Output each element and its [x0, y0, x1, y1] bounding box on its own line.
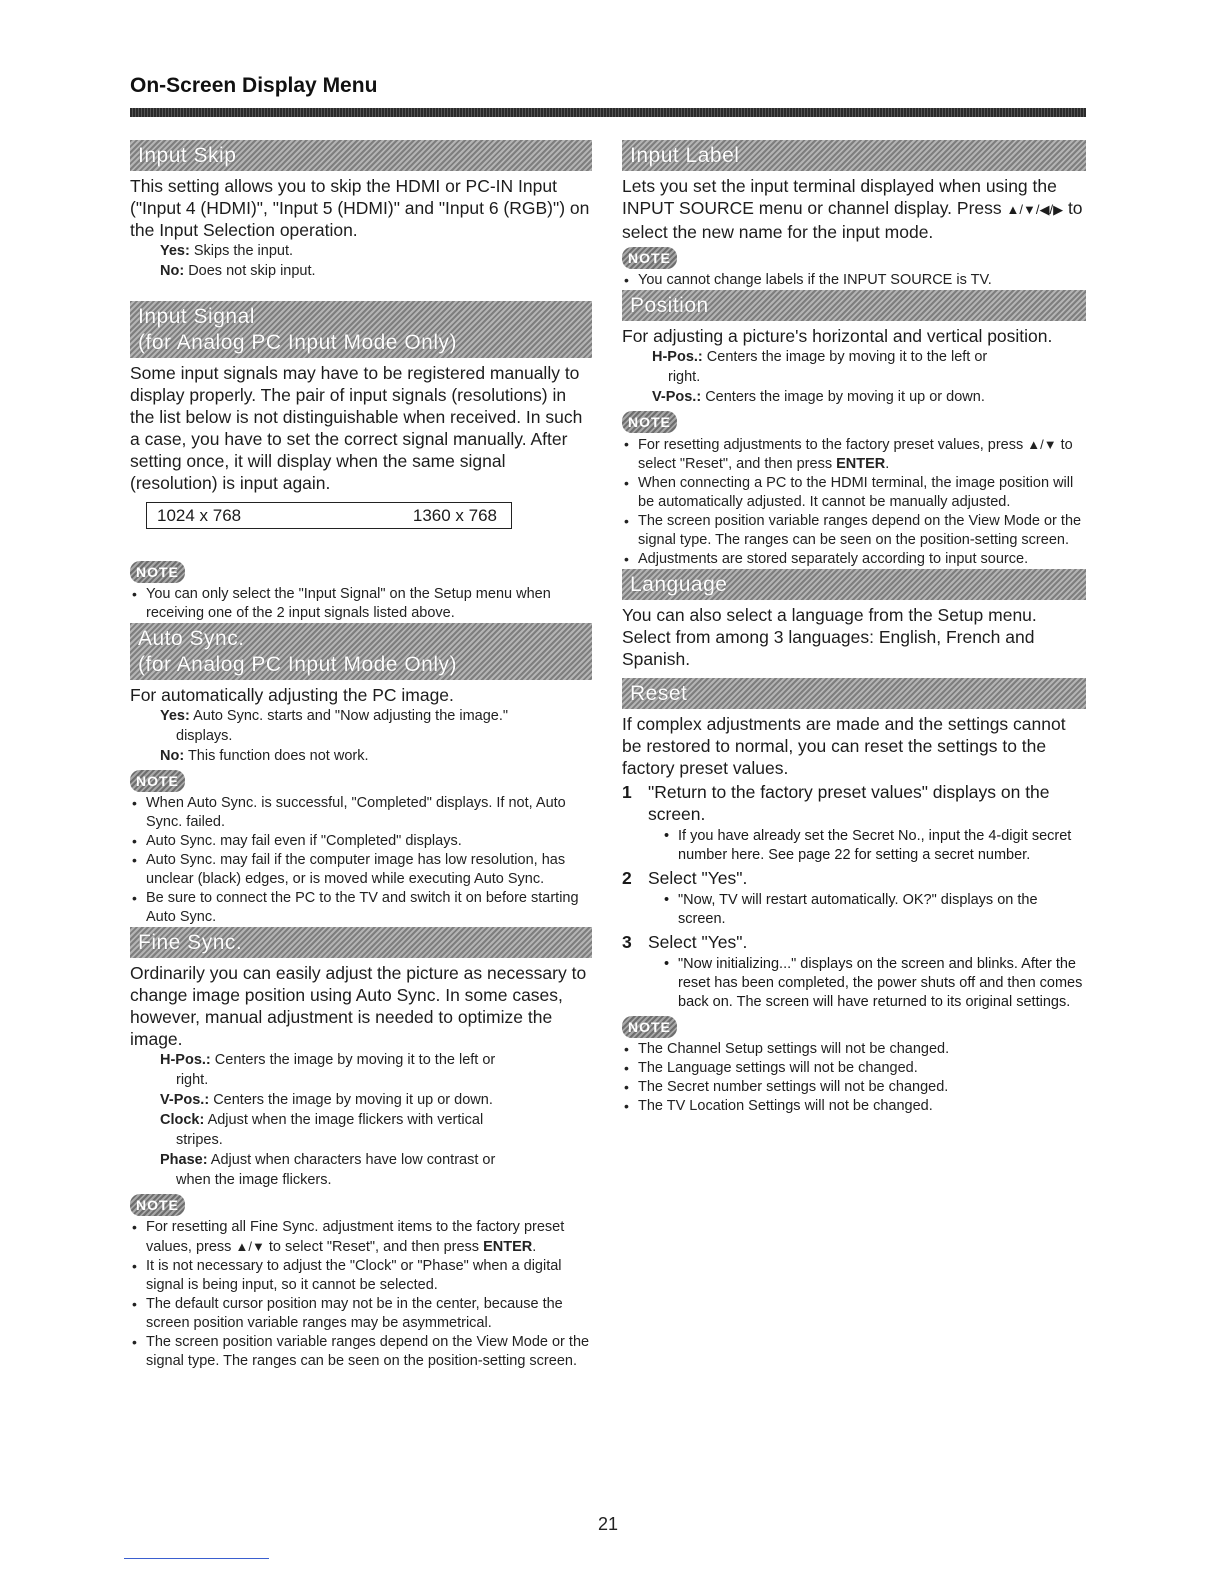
def-yes	[160, 706, 592, 746]
reset-step-1	[622, 781, 1086, 825]
def-text: Centers the image by moving it to the left or	[706, 349, 988, 365]
def-text: Centers the image by moving it up or down.	[705, 389, 985, 405]
step-number: 1	[622, 782, 632, 802]
section-heading-auto-sync	[130, 623, 592, 680]
fine-sync-body: Ordinarily you can easily adjust the picture as necessary to change image position using Auto Sync. In some cases, however, manual adjustment is needed to optimize the image.	[130, 963, 587, 1049]
note-item: • When Auto Sync. is successful, "Completed" displays. If not, Auto Sync. failed.	[130, 794, 592, 832]
note-item: • The Language settings will not be changed.	[622, 1059, 1086, 1078]
step-2-notes	[664, 891, 1086, 929]
left-column	[130, 140, 592, 1371]
section-heading-input-signal	[130, 301, 592, 358]
def-text: Centers the image by moving it up or down.	[213, 1092, 493, 1108]
input-signal-body: Some input signals may have to be registered manually to display properly. The pair of input signals (resolutions) in the list below is not distinguishable when received. In such a case, you have to set the correct signal manually. After setting once, it will display when the same signal (resolution) is input again.	[130, 363, 583, 493]
note-item: • Auto Sync. may fail even if "Completed" displays.	[130, 832, 592, 851]
input-skip-body: This setting allows you to skip the HDMI or PC-IN Input ("Input 4 (HDMI)", "Input 5 (HDMI)" and "Input 6 (RGB)") on the Input Selection operation.	[130, 176, 590, 240]
reset-body: If complex adjustments are made and the settings cannot be restored to normal, you can reset the settings to the factory preset values.	[622, 714, 1066, 778]
page-number: 21	[598, 1514, 619, 1534]
section-heading-input-label	[622, 140, 1086, 171]
def-key: V-Pos.:	[652, 389, 702, 405]
body-text: to select the new name for the input mode.	[622, 198, 1083, 242]
note-text: to select "Reset", and then press	[638, 437, 1073, 472]
def-hpos	[652, 347, 1086, 387]
note-item: • The TV Location Settings will not be changed.	[622, 1097, 1086, 1116]
def-key: H-Pos.:	[652, 349, 703, 365]
section-heading-fine-sync	[130, 927, 592, 958]
right-column	[622, 140, 1086, 1116]
heading-text: Input Skip	[138, 144, 237, 167]
step-3-notes	[664, 955, 1086, 1012]
note-badge: NOTE	[622, 247, 677, 269]
def-key: Phase:	[160, 1152, 208, 1168]
enter-key-label: ENTER	[483, 1239, 533, 1255]
reset-step-2	[622, 867, 1086, 889]
def-key: No:	[160, 748, 185, 764]
step-number: 3	[622, 932, 632, 952]
def-key: H-Pos.:	[160, 1052, 211, 1068]
body-text: Lets you set the input terminal displayed when using the INPUT SOURCE menu or channel display. Press	[622, 176, 1057, 218]
note-text: For resetting adjustments to the factory preset values, press	[638, 437, 1028, 453]
note-badge: NOTE	[622, 411, 677, 433]
def-text: Adjust when characters have low contrast or	[210, 1152, 496, 1168]
def-text: Adjust when the image flickers with vertical	[207, 1112, 484, 1128]
note-badge: NOTE	[130, 770, 185, 792]
def-key: V-Pos.:	[160, 1092, 210, 1108]
step-text: Select "Yes".	[648, 932, 748, 952]
step-number: 2	[622, 868, 632, 888]
arrow-keys-icon: ▲/▼/◀/▶	[1006, 202, 1064, 217]
note-item: • The screen position variable ranges depend on the View Mode or the signal type. The ranges can be seen on the position-setting screen.	[130, 1333, 592, 1371]
note-text: .	[885, 456, 890, 472]
footer-rule	[124, 1558, 269, 1559]
heading-subtext: (for Analog PC Input Mode Only)	[138, 331, 457, 354]
note-badge: NOTE	[130, 1194, 185, 1216]
step-note: • If you have already set the Secret No., input the 4-digit secret number here. See page 22 for setting a secret number.	[664, 827, 1086, 865]
def-key: Clock:	[160, 1112, 205, 1128]
note-item	[622, 435, 1086, 474]
def-text: This function does not work.	[187, 748, 369, 764]
def-vpos	[652, 387, 1086, 407]
def-text: Auto Sync. starts and "Now adjusting the image."	[193, 708, 509, 724]
heading-text: Input Label	[630, 144, 740, 167]
enter-key-label: ENTER	[836, 456, 886, 472]
def-no	[160, 261, 592, 281]
heading-subtext: (for Analog PC Input Mode Only)	[138, 653, 457, 676]
resolution-b: 1360 x 768	[412, 506, 497, 525]
input-label-notes	[622, 271, 1086, 290]
def-key: No:	[160, 263, 185, 279]
heading-text: Fine Sync.	[138, 931, 243, 954]
note-item: • Auto Sync. may fail if the computer image has low resolution, has unclear (black) edges, or is moved while executing Auto Sync.	[130, 851, 592, 889]
note-text: to select "Reset", and then press	[264, 1239, 484, 1255]
note-item: • You cannot change labels if the INPUT SOURCE is TV.	[622, 271, 1086, 290]
def-text: Skips the input.	[193, 243, 294, 259]
resolution-a: 1024 x 768	[157, 506, 242, 525]
note-item: • The Secret number settings will not be changed.	[622, 1078, 1086, 1097]
section-heading-input-skip	[130, 140, 592, 171]
note-badge: NOTE	[130, 561, 185, 583]
note-item: • The Channel Setup settings will not be changed.	[622, 1040, 1086, 1059]
def-key: Yes:	[160, 243, 190, 259]
note-item	[130, 1218, 592, 1257]
note-item: • The screen position variable ranges depend on the View Mode or the signal type. The ranges can be seen on the position-setting screen.	[622, 512, 1086, 550]
arrow-keys-icon: ▲/▼	[1027, 437, 1057, 452]
step-text: Select "Yes".	[648, 868, 748, 888]
def-clock	[160, 1110, 592, 1150]
heading-text: Input Signal	[138, 305, 255, 328]
def-cont: stripes.	[176, 1132, 223, 1148]
step-note: • "Now, TV will restart automatically. OK?" displays on the screen.	[664, 891, 1086, 929]
reset-notes	[622, 1040, 1086, 1116]
def-yes	[160, 241, 592, 261]
input-signal-notes	[130, 585, 592, 623]
heading-text: Language	[630, 573, 728, 596]
def-key: Yes:	[160, 708, 190, 724]
note-item: • Be sure to connect the PC to the TV and switch it on before starting Auto Sync.	[130, 889, 592, 927]
page-title: On-Screen Display Menu	[130, 74, 378, 97]
step-note: • "Now initializing..." displays on the screen and blinks. After the reset has been completed, the power shuts off and then comes back on. The screen will have returned to its original settings.	[664, 955, 1086, 1012]
fine-sync-notes	[130, 1218, 592, 1371]
note-badge: NOTE	[622, 1016, 677, 1038]
note-item: • Adjustments are stored separately according to input source.	[622, 550, 1086, 569]
resolution-box	[146, 502, 512, 529]
def-no	[160, 746, 592, 766]
note-item: • You can only select the "Input Signal" on the Setup menu when receiving one of the 2 input signals listed above.	[130, 585, 592, 623]
title-rule	[130, 108, 1086, 117]
note-text: For resetting all Fine Sync. adjustment items to the factory preset values, press	[146, 1219, 565, 1255]
heading-text: Auto Sync.	[138, 627, 245, 650]
step-1-notes	[664, 827, 1086, 865]
position-body: For adjusting a picture's horizontal and vertical position.	[622, 326, 1053, 346]
def-vpos	[160, 1090, 592, 1110]
heading-text: Reset	[630, 682, 688, 705]
def-hpos	[160, 1050, 592, 1090]
note-text: .	[532, 1239, 537, 1255]
note-item: • The default cursor position may not be in the center, because the screen position variable ranges may be asymmetrical.	[130, 1295, 592, 1333]
def-cont: displays.	[176, 728, 233, 744]
def-phase	[160, 1150, 592, 1190]
note-item: • It is not necessary to adjust the "Clock" or "Phase" when a digital signal is being input, so it cannot be selected.	[130, 1257, 592, 1295]
section-heading-position	[622, 290, 1086, 321]
def-cont: right.	[668, 369, 701, 385]
step-text: "Return to the factory preset values" displays on the screen.	[648, 782, 1050, 824]
input-label-body	[622, 175, 1086, 243]
def-cont: right.	[176, 1072, 209, 1088]
reset-step-3	[622, 931, 1086, 953]
def-text: Centers the image by moving it to the left or	[214, 1052, 496, 1068]
note-item: • When connecting a PC to the HDMI terminal, the image position will be automatically adjusted. It cannot be manually adjusted.	[622, 474, 1086, 512]
auto-sync-body: For automatically adjusting the PC image.	[130, 685, 454, 705]
def-text: Does not skip input.	[188, 263, 316, 279]
language-body: You can also select a language from the Setup menu. Select from among 3 languages: English, French and Spanish.	[622, 605, 1037, 669]
section-heading-reset	[622, 678, 1086, 709]
position-notes	[622, 435, 1086, 569]
arrow-keys-icon: ▲/▼	[235, 1239, 265, 1254]
section-heading-language	[622, 569, 1086, 600]
def-cont: when the image flickers.	[176, 1172, 332, 1188]
heading-text: Position	[630, 294, 709, 317]
auto-sync-notes	[130, 794, 592, 927]
